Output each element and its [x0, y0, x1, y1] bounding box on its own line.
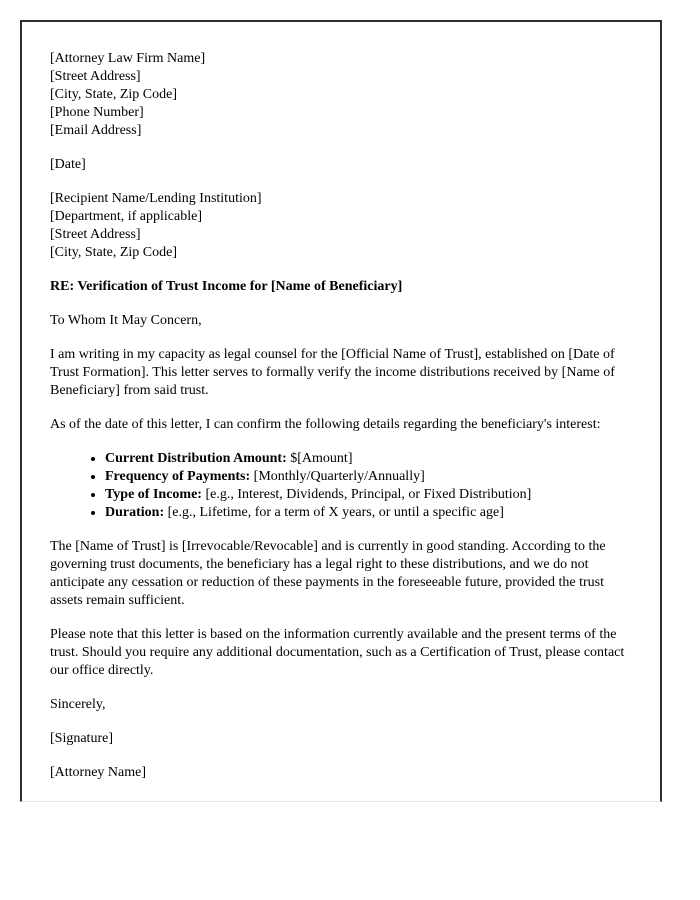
detail-item-payment-frequency: [105, 468, 626, 486]
date-block: [50, 156, 626, 174]
paragraph-note: Please note that this letter is based on the information currently available and the present terms of the trust. Should you require any additional documentation, such as a Certification of Trust, please contact our office directly.: [50, 627, 625, 678]
detail-value: [e.g., Interest, Dividends, Principal, or Fixed Distribution]: [205, 487, 532, 502]
attorney-name: [Attorney Name]: [50, 765, 147, 780]
recipient-line: [Street Address]: [50, 227, 141, 242]
detail-value: [e.g., Lifetime, for a term of X years, or until a specific age]: [167, 505, 504, 520]
salutation: To Whom It May Concern,: [50, 313, 202, 328]
detail-label: Frequency of Payments:: [105, 469, 251, 484]
recipient-line: [City, State, Zip Code]: [50, 245, 178, 260]
detail-value: $[Amount]: [290, 451, 353, 466]
sender-line: [Attorney Law Firm Name]: [50, 51, 206, 66]
detail-item-duration: [105, 504, 626, 522]
letter-page: [20, 20, 662, 802]
detail-item-distribution-amount: [105, 450, 626, 468]
sender-line: [Street Address]: [50, 69, 141, 84]
detail-item-income-type: [105, 486, 626, 504]
paragraph-trust-standing: The [Name of Trust] is [Irrevocable/Revocable] and is currently in good standing. According to the governing trust documents, the beneficiary has a legal right to these distributions, and we do not anticipate any cessation or reduction of these payments in the foreseeable future, provided the trust assets remain sufficient.: [50, 539, 606, 608]
recipient-address-block: [50, 190, 626, 262]
date-line: [Date]: [50, 157, 86, 172]
sender-address-block: [50, 50, 626, 140]
signature-placeholder: [Signature]: [50, 731, 113, 746]
subject-line: RE: Verification of Trust Income for [Name of Beneficiary]: [50, 279, 403, 294]
recipient-line: [Recipient Name/Lending Institution]: [50, 191, 262, 206]
sender-line: [City, State, Zip Code]: [50, 87, 178, 102]
sender-line: [Phone Number]: [50, 105, 144, 120]
detail-label: Type of Income:: [105, 487, 202, 502]
details-list: [50, 450, 626, 522]
detail-label: Current Distribution Amount:: [105, 451, 287, 466]
paragraph-intro: I am writing in my capacity as legal counsel for the [Official Name of Trust], established on [Date of Trust Formation]. This letter serves to formally verify the income distributions received by [Name of Beneficiary] from said trust.: [50, 347, 615, 398]
detail-label: Duration:: [105, 505, 165, 520]
detail-value: [Monthly/Quarterly/Annually]: [253, 469, 425, 484]
closing: Sincerely,: [50, 697, 106, 712]
recipient-line: [Department, if applicable]: [50, 209, 202, 224]
paragraph-details-lead: As of the date of this letter, I can confirm the following details regarding the beneficiary's interest:: [50, 417, 601, 432]
sender-line: [Email Address]: [50, 123, 142, 138]
